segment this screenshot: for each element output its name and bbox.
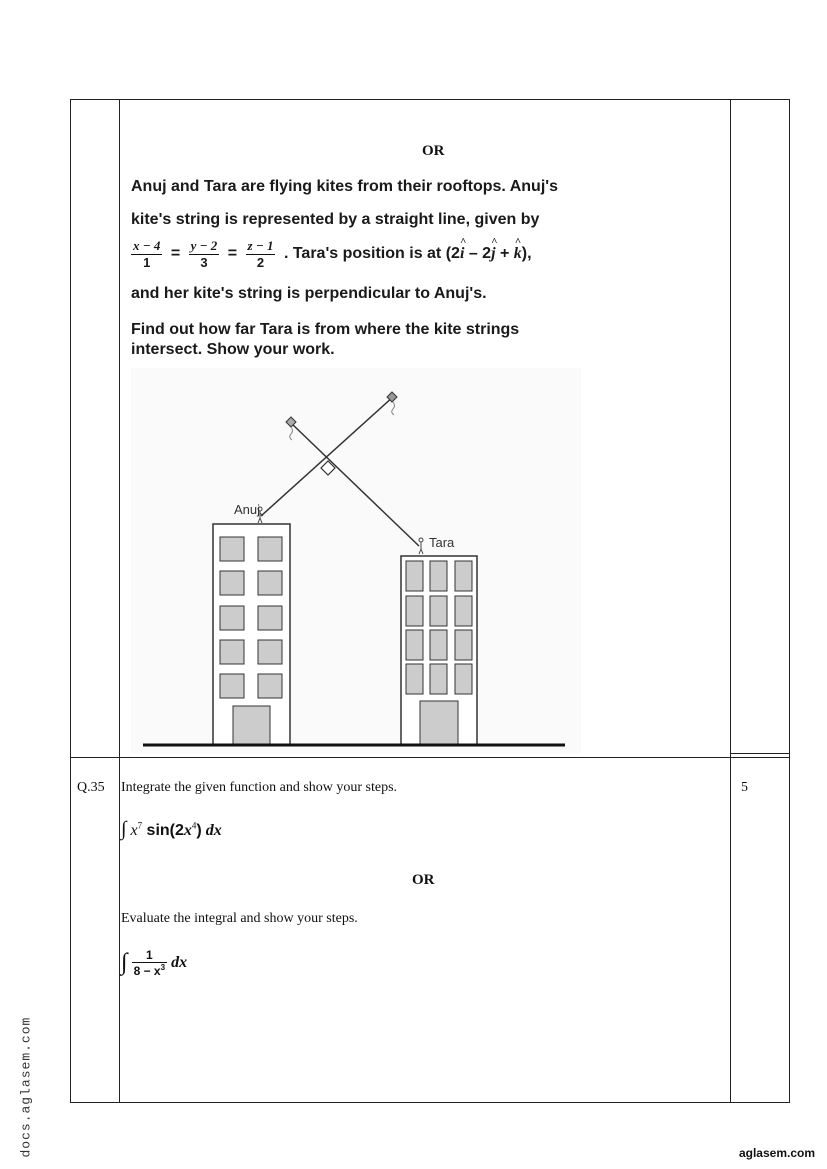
- table-col-divider-2: [730, 99, 731, 1103]
- unit-k: k ^: [513, 236, 522, 263]
- q34-text-line6: intersect. Show your work.: [131, 341, 335, 358]
- integral-sign-1: ∫: [121, 818, 127, 840]
- anuj-building: [213, 524, 290, 745]
- integral1-sin: sin(2: [142, 822, 184, 839]
- q35-text1: Integrate the given function and show your steps.: [121, 780, 398, 795]
- plus-sign: +: [495, 245, 514, 263]
- fraction-z: [246, 238, 276, 270]
- anuj-label: Anuj: [234, 502, 261, 517]
- kite-figure: [131, 368, 581, 753]
- table-row-divider-marks-extra: [730, 753, 790, 754]
- fraction-y-denominator: 3: [200, 255, 208, 270]
- q35-or-label: OR: [412, 872, 435, 888]
- equals-sign-1: =: [170, 245, 181, 263]
- table-left-border: [70, 99, 71, 1103]
- integral2-numerator: 1: [132, 948, 167, 963]
- table-right-border: [789, 99, 790, 1103]
- minus-two: – 2: [464, 245, 492, 263]
- table-row-divider: [70, 757, 790, 758]
- fraction-x-numerator: x − 4: [133, 238, 161, 253]
- table-top-border: [70, 99, 790, 100]
- fraction-x: [131, 238, 162, 270]
- q35-integral1: [121, 818, 222, 841]
- fraction-x-denominator: 1: [143, 255, 151, 270]
- integral2-denominator: $8 - x^3$: [133, 963, 166, 978]
- q34-text-line4: and her kite's string is perpendicular to Anuj's.: [131, 285, 487, 302]
- fraction-y: [189, 238, 220, 270]
- fraction-z-denominator: 2: [256, 255, 265, 270]
- tara-position-text: . Tara's position is at (2: [283, 245, 460, 263]
- integral1-exp7: 7: [137, 820, 143, 831]
- integral2-dx: dx: [171, 954, 188, 971]
- integral1-x: x: [130, 822, 138, 839]
- tara-building: [401, 556, 477, 745]
- table-bottom-border: [70, 1102, 790, 1103]
- footer-brand: aglasem.com: [738, 1146, 815, 1160]
- q34-equation-line: [131, 238, 532, 270]
- unit-j: j ^: [491, 236, 498, 263]
- integral1-dx: dx: [205, 822, 222, 839]
- q34-text-line1: Anuj and Tara are flying kites from their rooftops. Anuj's: [131, 178, 558, 195]
- table-col-divider-1: [119, 99, 120, 1103]
- q35-integral2: [121, 948, 187, 978]
- tara-label: Tara: [429, 535, 455, 550]
- equals-sign-2: =: [227, 245, 238, 263]
- close-paren: ),: [521, 245, 532, 263]
- side-watermark: docs.aglasem.com: [18, 1016, 34, 1158]
- q34-text-line5: Find out how far Tara is from where the kite strings: [131, 321, 520, 338]
- integral1-close: ): [196, 822, 202, 839]
- integral1-x2: x: [183, 822, 192, 839]
- integral2-fraction: [132, 948, 167, 978]
- q34-text-line2: kite's string is represented by a straight line, given by: [131, 211, 540, 228]
- q35-marks: 5: [741, 780, 748, 795]
- unit-i: i ^: [459, 236, 467, 263]
- q35-number: Q.35: [77, 780, 105, 795]
- integral1-exp4: 4: [191, 820, 197, 831]
- q35-text2: Evaluate the integral and show your steps.: [121, 911, 358, 926]
- fraction-z-numerator: z − 1: [247, 238, 274, 253]
- integral-sign-2: ∫: [121, 949, 128, 976]
- fraction-y-numerator: y − 2: [190, 238, 218, 253]
- q34-or-label: OR: [422, 143, 445, 159]
